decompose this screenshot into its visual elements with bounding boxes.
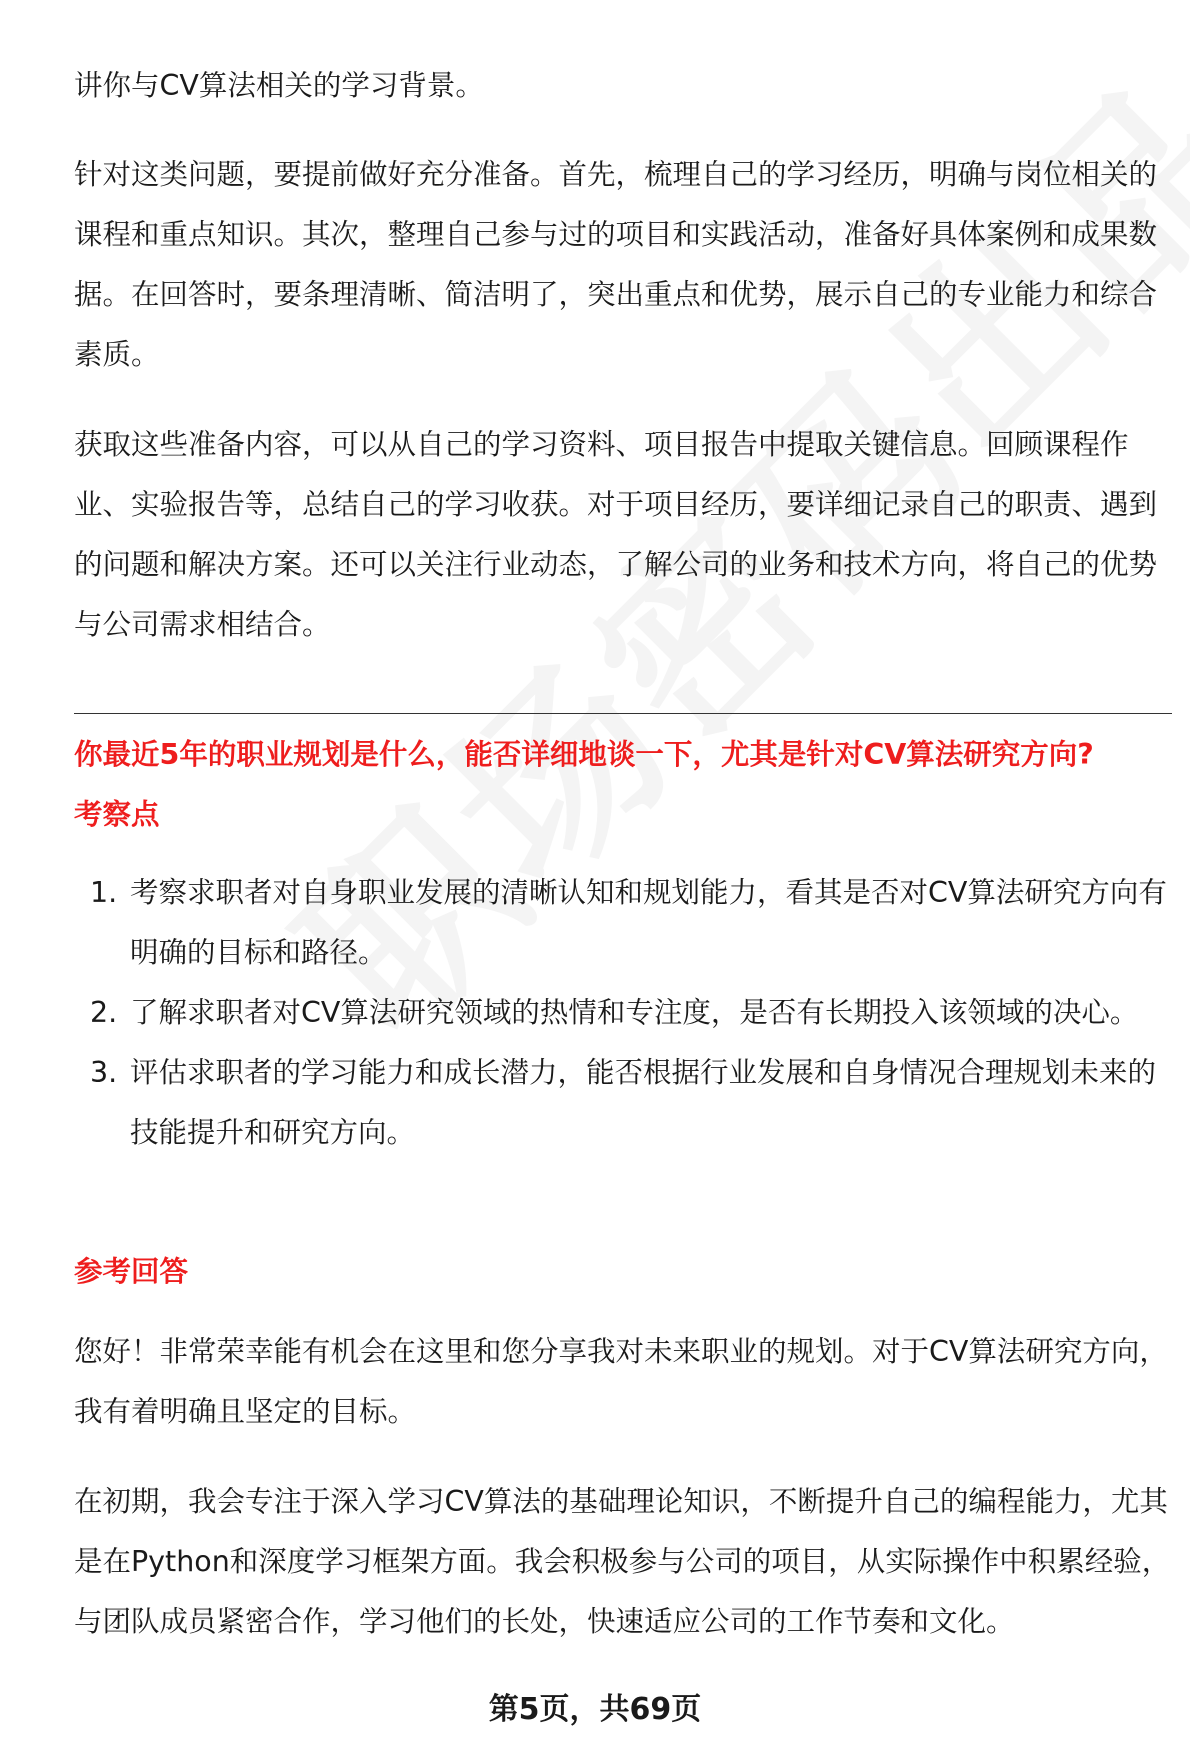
list-item-number: 1. (90, 876, 118, 909)
section-divider (74, 713, 1172, 714)
page-number: 第5页，共69页 (488, 1692, 702, 1727)
list-item-text: 了解求职者对CV算法研究领域的热情和专注度，是否有长期投入该领域的决心。 (130, 996, 1139, 1029)
answer-label: 参考回答 (74, 1255, 189, 1288)
list-item-text: 评估求职者的学习能力和成长潜力，能否根据行业发展和自身情况合理规划未来的技能提升和研究方向。 (130, 1056, 1157, 1149)
answer-paragraph-early-stage: 在初期，我会专注于深入学习CV算法的基础理论知识，不断提升自己的编程能力，尤其是在Python和深度学习框架方面。我会积极参与公司的项目，从实际操作中积累经验，与团队成员紧密合作，学习他们的长处，快速适应公司的工作节奏和文化。 (74, 1485, 1171, 1638)
list-item-number: 3. (90, 1056, 118, 1089)
answer-paragraph-greeting: 您好！非常荣幸能有机会在这里和您分享我对未来职业的规划。对于CV算法研究方向，我有着明确且坚定的目标。 (74, 1335, 1168, 1428)
list-item (74, 983, 1174, 1043)
paragraph-sources: 获取这些准备内容，可以从自己的学习资料、项目报告中提取关键信息。回顾课程作业、实验报告等，总结自己的学习收获。对于项目经历，要详细记录自己的职责、遇到的问题和解决方案。还可以关注行业动态，了解公司的业务和技术方向，将自己的优势与公司需求相结合。 (74, 428, 1158, 641)
list-item-text: 考察求职者对自身职业发展的清晰认知和规划能力，看其是否对CV算法研究方向有明确的目标和路径。 (130, 876, 1167, 969)
focus-list (74, 863, 1174, 1163)
list-item (74, 863, 1174, 983)
paragraph-intro: 讲你与CV算法相关的学习背景。 (74, 69, 484, 102)
list-item (74, 1043, 1174, 1163)
focus-label: 考察点 (74, 798, 160, 831)
question-title: 你最近5年的职业规划是什么，能否详细地谈一下，尤其是针对CV算法研究方向? (74, 738, 1094, 771)
paragraph-prep: 针对这类问题，要提前做好充分准备。首先，梳理自己的学习经历，明确与岗位相关的课程和重点知识。其次，整理自己参与过的项目和实践活动，准备好具体案例和成果数据。在回答时，要条理清晰、简洁明了，突出重点和优势，展示自己的专业能力和综合素质。 (74, 158, 1158, 371)
list-item-number: 2. (90, 996, 118, 1029)
